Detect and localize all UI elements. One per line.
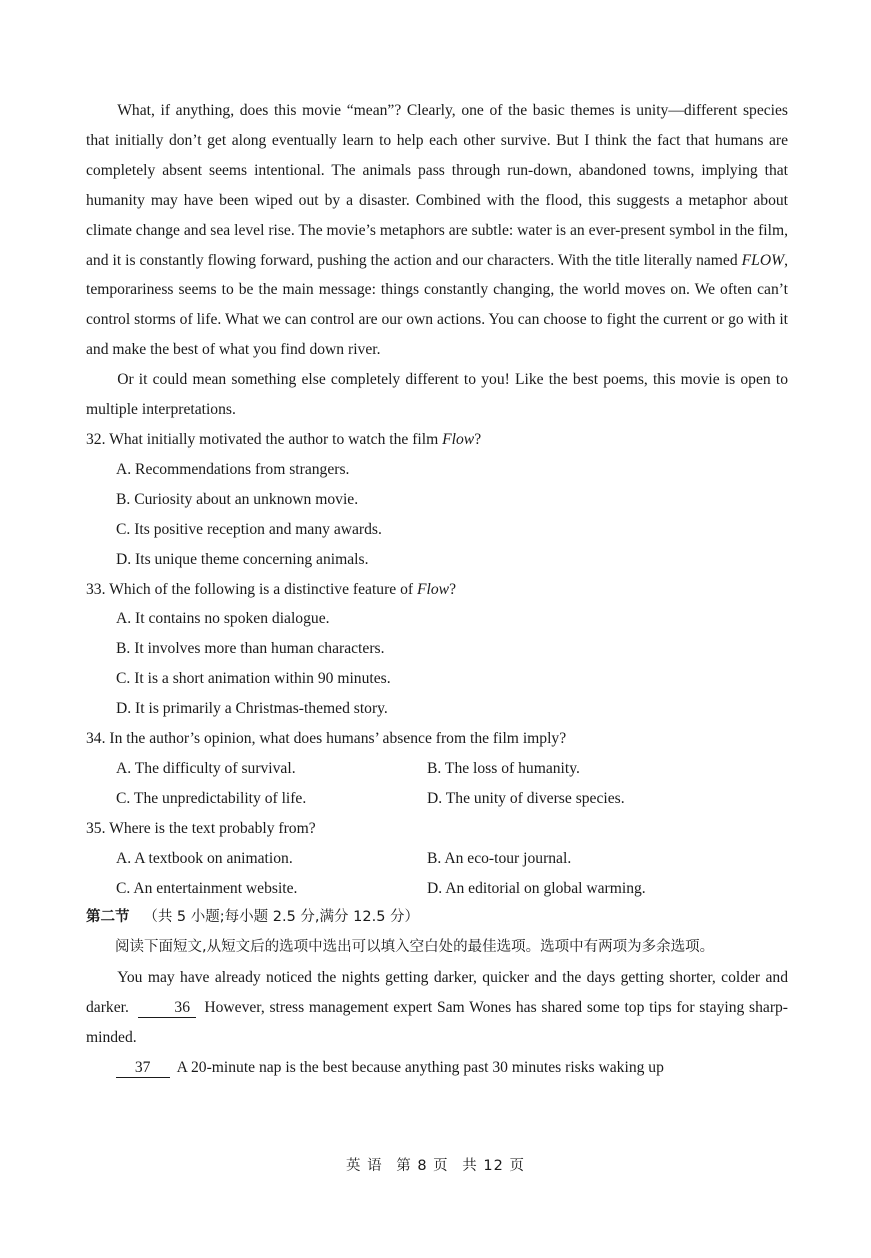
answer-option[interactable]: D. Its unique theme concerning animals. xyxy=(116,550,369,568)
answer-option[interactable]: D. An editorial on global warming. xyxy=(427,879,646,897)
answer-option[interactable]: A. It contains no spoken dialogue. xyxy=(116,610,330,628)
footer-subject: 英 语 xyxy=(346,1158,383,1174)
question-stem: 34. In the author’s opinion, what does humans’ absence from the film imply? xyxy=(86,730,567,748)
cloze-paragraph: You may have already noticed the nights getting darker, quicker and the days getting shorter, colder and darker. 36 However, stress management expert Sam Wones has shared some top tips for staying sharp-minded. xyxy=(86,969,789,1047)
option-row xyxy=(86,754,788,784)
passage-paragraph: Or it could mean something else completely different to you! Like the best poems, this movie is open to multiple interpretations. xyxy=(86,371,788,419)
section-instructions: 阅读下面短文,从短文后的选项中选出可以填入空白处的最佳选项。选项中有两项为多余选项。 xyxy=(115,939,715,956)
answer-option[interactable]: B. Curiosity about an unknown movie. xyxy=(116,490,359,508)
passage-text: , temporariness seems to be the main message: things constantly changing, the world moves on. We often can’t control storms of life. What we can control are our own actions. You can choose to fight the current or go with it and make the best of what you find down river. xyxy=(86,251,788,359)
option-row xyxy=(86,784,788,814)
cloze-paragraph: 37 A 20-minute nap is the best because anything past 30 minutes risks waking up xyxy=(86,1053,788,1083)
footer-page-number: 第 8 页 xyxy=(396,1158,449,1174)
answer-option[interactable]: C. An entertainment website. xyxy=(116,879,298,897)
answer-option[interactable]: B. An eco-tour journal. xyxy=(427,849,572,867)
passage-text: What, if anything, does this movie “mean”? Clearly, one of the basic themes is unity—different species that initially don’t get along eventually learn to help each other survive. But I think the fact that humans are completely absent seems intentional. The animals pass through run-down, abandoned towns, implying that humanity may have been wiped out by a disaster. Combined with the flood, this suggests a metaphor about climate change and sea level rise. The movie’s metaphors are subtle: water is an ever-present symbol in the film, and it is constantly flowing forward, pushing the action and our characters. With the title literally named xyxy=(86,102,788,269)
option-row xyxy=(86,844,788,874)
blank-36[interactable]: 36 xyxy=(138,999,196,1018)
answer-option[interactable]: D. The unity of diverse species. xyxy=(427,789,625,807)
question-stem: 35. Where is the text probably from? xyxy=(86,819,316,837)
exam-page xyxy=(86,96,788,1083)
answer-option[interactable]: C. Its positive reception and many awards. xyxy=(116,520,382,538)
answer-option[interactable]: C. The unpredictability of life. xyxy=(116,789,307,807)
film-title: FLOW xyxy=(741,251,785,269)
answer-option[interactable]: B. The loss of humanity. xyxy=(427,759,580,777)
passage-paragraph xyxy=(86,96,788,365)
option-row xyxy=(86,874,788,904)
answer-option[interactable]: A. A textbook on animation. xyxy=(116,849,293,867)
question-stem: 33. Which of the following is a distinctive feature of Flow? xyxy=(86,580,456,598)
answer-option[interactable]: A. The difficulty of survival. xyxy=(116,759,296,777)
blank-37[interactable]: 37 xyxy=(116,1059,170,1078)
answer-option[interactable]: C. It is a short animation within 90 minutes. xyxy=(116,670,391,688)
page-footer xyxy=(0,1154,871,1175)
footer-total-pages: 共 12 页 xyxy=(462,1158,525,1174)
section-heading: 第二节 （共 5 小题;每小题 2.5 分,满分 12.5 分） xyxy=(86,909,420,926)
answer-option[interactable]: D. It is primarily a Christmas-themed story. xyxy=(116,700,388,718)
answer-option[interactable]: A. Recommendations from strangers. xyxy=(116,460,350,478)
question-stem: 32. What initially motivated the author to watch the film Flow? xyxy=(86,430,482,448)
answer-option[interactable]: B. It involves more than human characters. xyxy=(116,640,385,658)
